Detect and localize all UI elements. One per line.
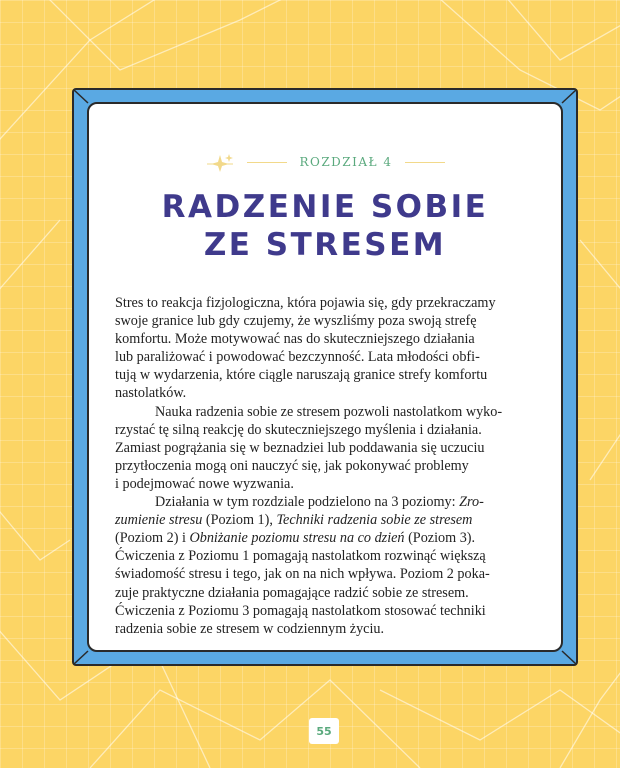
text-line: przytłoczenia mogą oni nauczyć się, jak pokonywać problemy xyxy=(115,457,469,474)
italic-run: Techniki radzenia sobie ze stresem xyxy=(276,512,473,529)
text-line: radzenia sobie ze stresem w codziennym życiu. xyxy=(115,620,385,637)
content-panel xyxy=(87,102,563,652)
paragraph-3 xyxy=(115,493,541,638)
text-line: lub paraliżować i powodować bezczynność. Lata młodości obfi- xyxy=(115,349,480,366)
chapter-label: ROZDZIAŁ 4 xyxy=(299,155,393,169)
italic-run: zumienie stresu xyxy=(115,512,203,529)
text-line: komfortu. Może motywować nas do skuteczniejszego działania xyxy=(115,331,475,348)
chapter-body xyxy=(115,294,541,638)
italic-run: Zro- xyxy=(459,494,484,511)
text-line: Ćwiczenia z Poziomu 3 pomagają nastolatkom stosować techniki xyxy=(115,602,486,619)
text-line: zuje praktyczne działania pomagające radzić sobie ze stresem. xyxy=(115,584,469,601)
text-run: Działania w tym rozdziale podzielono na 3 poziomy: xyxy=(155,494,460,511)
text-line: Zamiast pogrążania się w beznadziei lub poddawania się uczuciu xyxy=(115,439,485,456)
page-number: 55 xyxy=(309,718,339,744)
text-line: rzystać tę silną reakcję do skuteczniejszego myślenia i działania. xyxy=(115,421,482,438)
text-line: świadomość stresu i tego, jak on na nich wpływa. Poziom 2 poka- xyxy=(115,566,490,583)
chapter-rule-left xyxy=(247,162,287,163)
title-line-1: RADZENIE SOBIE xyxy=(161,189,489,225)
text-line: nastolatków. xyxy=(115,385,187,402)
sparkle-icon xyxy=(205,152,235,172)
text-line: Nauka radzenia sobie ze stresem pozwoli nastolatkom wyko- xyxy=(155,403,503,420)
text-run: (Poziom 3). xyxy=(404,530,476,547)
text-line: Stres to reakcja fizjologiczna, która pojawia się, gdy przekraczamy xyxy=(115,295,496,311)
chapter-header xyxy=(89,152,561,172)
paragraph-1 xyxy=(115,294,541,403)
text-line xyxy=(115,530,475,546)
chapter-frame xyxy=(72,88,578,666)
chapter-title xyxy=(89,188,561,264)
text-line: i podejmować nowe wyzwania. xyxy=(115,475,294,492)
text-line xyxy=(115,493,484,511)
text-run: (Poziom 2) i xyxy=(115,530,190,547)
italic-run: Obniżanie poziomu stresu na co dzień xyxy=(189,530,405,547)
title-line-2: ZE STRESEM xyxy=(203,227,447,263)
text-line xyxy=(115,512,472,528)
chapter-rule-right xyxy=(405,162,445,163)
text-line: tują w wydarzenia, które ciągle naruszają granice strefy komfortu xyxy=(115,367,488,384)
text-line: swoje granice lub gdy czujemy, że wyszliśmy poza swoją strefę xyxy=(115,313,477,330)
text-line: Ćwiczenia z Poziomu 1 pomagają nastolatkom rozwinąć większą xyxy=(115,548,486,565)
paragraph-2 xyxy=(115,403,541,493)
text-run: (Poziom 1), xyxy=(202,512,277,529)
